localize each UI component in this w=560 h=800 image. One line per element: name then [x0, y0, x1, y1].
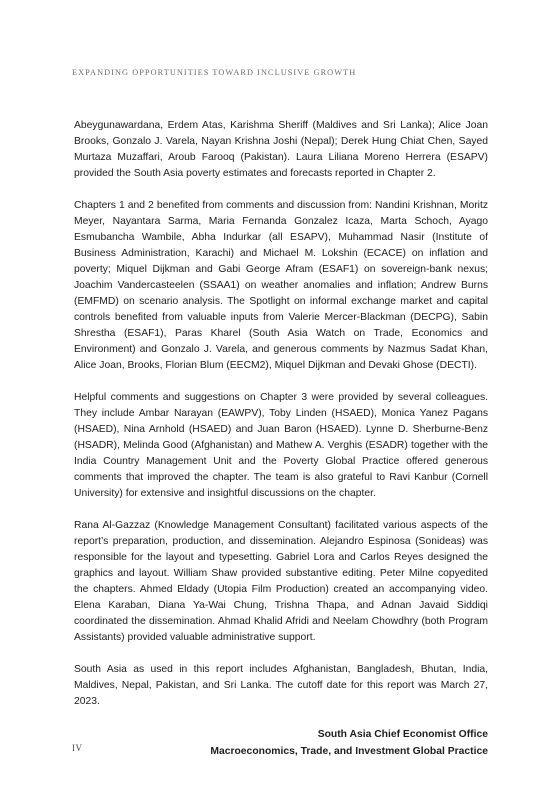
signature-office: South Asia Chief Economist Office [317, 729, 488, 740]
signature-block [74, 726, 488, 760]
signature-practice: Macroeconomics, Trade, and Investment Global Practice [210, 746, 488, 757]
running-header: EXPANDING OPPORTUNITIES TOWARD INCLUSIVE GROWTH [72, 68, 357, 77]
paragraph-scope-note: South Asia as used in this report includes Afghanistan, Bangladesh, Bhutan, India, Maldives, Nepal, Pakistan, and Sri Lanka. The cutoff date for this report was March 27, 2023. [74, 664, 488, 707]
paragraph-contributors: Abeygunawardana, Erdem Atas, Karishma Sheriff (Maldives and Sri Lanka); Alice Joan Brooks, Gonzalo J. Varela, Nayan Krishna Joshi (Nepal); Derek Hung Chiat Chen, Sayed Murtaza Muzaffari, Aroub Farooq (Pakistan). Laura Liliana Moreno Herrera (ESAPV) provided the South Asia poverty estimates and forecasts reported in Chapter 2. [74, 120, 488, 179]
acknowledgements-body [74, 118, 488, 760]
paragraph-production-credits: Rana Al-Gazzaz (Knowledge Management Consultant) facilitated various aspects of the report’s preparation, production, and dissemination. Alejandro Espinosa (Sonideas) was responsible for the layout and typesetting. Gabriel Lora and Carlos Reyes designed the graphics and layout. William Shaw provided substantive editing. Peter Milne copyedited the chapters. Ahmed Eldady (Utopia Film Production) created an accompanying video. Elena Karaban, Diana Ya-Wai Chung, Trishna Thapa, and Adnan Javaid Siddiqi coordinated the dissemination. Ahmad Khalid Afridi and Neelam Chowdhry (both Program Assistants) provided valuable administrative support. [74, 520, 488, 643]
paragraph-chapters-1-2-comments: Chapters 1 and 2 benefited from comments and discussion from: Nandini Krishnan, Moritz Meyer, Nayantara Sarma, Maria Fernanda Gonzalez Icaza, Marta Schoch, Ayago Esmubancha Wambile, Abha Indurkar (all ESAPV), Muhammad Nasir (Institute of Business Administration, Karachi) and Michael M. Lokshin (ECACE) on inflation and poverty; Miquel Dijkman and Gabi George Afram (ESAF1) on sovereign-bank nexus; Joachim Vandercasteelen (SSAA1) on weather anomalies and inflation; Andrew Burns (EMFMD) on scenario analysis. The Spotlight on informal exchange market and capital controls benefited from valuable inputs from Valerie Mercer-Blackman (DECPG), Sabin Shrestha (ESAF1), Paras Kharel (South Asia Watch on Trade, Economics and Environment) and Gonzalo J. Varela, and generous comments by Nazmus Sadat Khan, Alice Joan, Brooks, Florian Blum (EECM2), Miquel Dijkman and Devaki Ghose (DECTI). [74, 200, 488, 371]
page-number: IV [72, 743, 83, 753]
paragraph-chapter-3-comments: Helpful comments and suggestions on Chapter 3 were provided by several colleagues. They include Ambar Narayan (EAWPV), Toby Linden (HSAED), Monica Yanez Pagans (HSAED), Nina Arnhold (HSAED) and Juan Baron (HSAED). Lynne D. Sherburne-Benz (HSADR), Melinda Good (Afghanistan) and Mathew A. Verghis (ESADR) together with the India Country Management Unit and the Poverty Global Practice offered generous comments that improved the chapter. The team is also grateful to Ravi Kanbur (Cornell University) for extensive and insightful discussions on the chapter. [74, 392, 488, 499]
